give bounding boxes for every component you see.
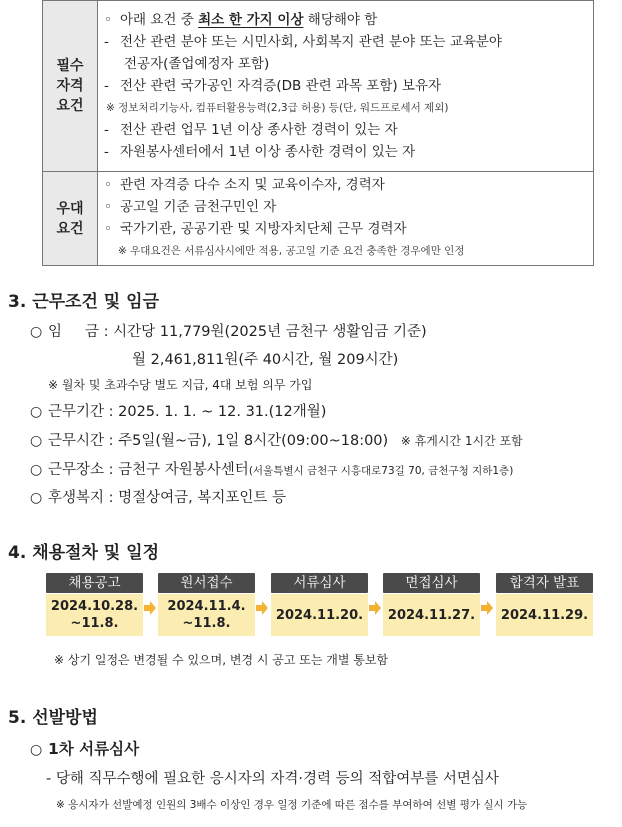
rest-note: ※ 휴게시간 1시간 포함 bbox=[400, 434, 523, 448]
list-item: ◦ 관련 자격증 다수 소지 및 교육이수자, 경력자 bbox=[104, 177, 385, 193]
selection-stage-1: ○ 1차 서류심사 bbox=[30, 740, 140, 758]
step-date-interview: 2024.11.27. bbox=[383, 594, 480, 636]
preferred-qualifications-header: 우대 요건 bbox=[43, 172, 98, 266]
note-text: ※ 우대요건은 서류심사시에만 적용, 공고일 기준 요건 충족한 경우에만 인정 bbox=[118, 245, 465, 257]
work-place-line: ○ 근무장소 : 금천구 자원봉사센터(서울특별시 금천구 시흥대로73길 70, 금천구청 지하1층) bbox=[30, 462, 514, 478]
step-date-application: 2024.11.4. ~11.8. bbox=[158, 594, 255, 636]
arrow-right-icon bbox=[256, 601, 268, 615]
arrow-right-icon bbox=[144, 601, 156, 615]
wage-monthly-line: 월 2,461,811원(주 40시간, 월 209시간) bbox=[132, 352, 399, 368]
section-3-title: 3. 근무조건 및 임금 bbox=[8, 292, 159, 312]
list-item: - 전산 관련 국가공인 자격증(DB 관련 과목 포함) 보유자 bbox=[104, 77, 442, 94]
step-date-result: 2024.11.29. bbox=[496, 594, 593, 636]
emphasis-text: 최소 한 가지 이상 bbox=[198, 11, 304, 28]
selection-description: - 당해 직무수행에 필요한 응시자의 자격·경력 등의 적합여부를 서면심사 bbox=[46, 771, 499, 787]
step-label-application: 원서접수 bbox=[158, 573, 255, 593]
step-date-posting: 2024.10.28. ~11.8. bbox=[46, 594, 143, 636]
work-hours-line: ○ 근무시간 : 주5일(월~금), 1일 8시간(09:00~18:00) ※ 휴게시간 1시간 포함 bbox=[30, 433, 523, 449]
step-date-document-review: 2024.11.20. bbox=[271, 594, 368, 636]
arrow-right-icon bbox=[369, 601, 381, 615]
list-item: ◦ 국가기관, 공공기관 및 지방자치단체 근무 경력자 bbox=[104, 221, 407, 237]
list-item: ◦ 공고일 기준 금천구민인 자 bbox=[104, 199, 277, 215]
section-5-title: 5. 선발방법 bbox=[8, 708, 98, 728]
selection-note: ※ 응시자가 선발예정 인원의 3배수 이상인 경우 일정 기준에 따른 점수를 부여하여 선별 평가 실시 가능 bbox=[56, 799, 528, 811]
welfare-line: ○ 후생복지 : 명절상여금, 복지포인트 등 bbox=[30, 490, 287, 506]
list-item: - 전산 관련 분야 또는 시민사회, 사회복지 관련 분야 또는 교육분야 bbox=[104, 33, 502, 50]
step-label-result: 합격자 발표 bbox=[496, 573, 593, 593]
arrow-right-icon bbox=[481, 601, 493, 615]
work-period-line: ○ 근무기간 : 2025. 1. 1. ~ 12. 31.(12개월) bbox=[30, 404, 327, 420]
list-item: ◦ 아래 요건 중 최소 한 가지 이상 해당해야 함 bbox=[104, 11, 378, 28]
required-qualifications-header: 필수 자격 요건 bbox=[43, 1, 98, 172]
preferred-qualifications-body bbox=[98, 172, 594, 266]
schedule-note: ※ 상기 일정은 변경될 수 있으며, 변경 시 공고 또는 개별 통보함 bbox=[54, 653, 389, 667]
wage-note: ※ 월차 및 초과수당 별도 지급, 4대 보험 의무 가입 bbox=[48, 378, 313, 392]
list-item: 전공자(졸업예정자 포함) bbox=[124, 55, 270, 72]
step-label-document-review: 서류심사 bbox=[271, 573, 368, 593]
wage-line: ○ 임 금 : 시간당 11,779원(2025년 금천구 생활임금 기준) bbox=[30, 324, 427, 340]
list-item: - 자원봉사센터에서 1년 이상 종사한 경력이 있는 자 bbox=[104, 143, 416, 160]
work-place-address: (서울특별시 금천구 시흥대로73길 70, 금천구청 지하1층) bbox=[248, 465, 514, 477]
list-item: - 전산 관련 업무 1년 이상 종사한 경력이 있는 자 bbox=[104, 121, 398, 138]
step-label-interview: 면접심사 bbox=[383, 573, 480, 593]
note-text: ※ 정보처리기능사, 컴퓨터활용능력(2,3급 허용) 등(단, 워드프로세서 제외) bbox=[106, 101, 449, 114]
requirements-table bbox=[42, 0, 594, 266]
section-4-title: 4. 채용절차 및 일정 bbox=[8, 543, 159, 563]
step-label-posting: 채용공고 bbox=[46, 573, 143, 593]
required-qualifications-body bbox=[98, 1, 594, 172]
